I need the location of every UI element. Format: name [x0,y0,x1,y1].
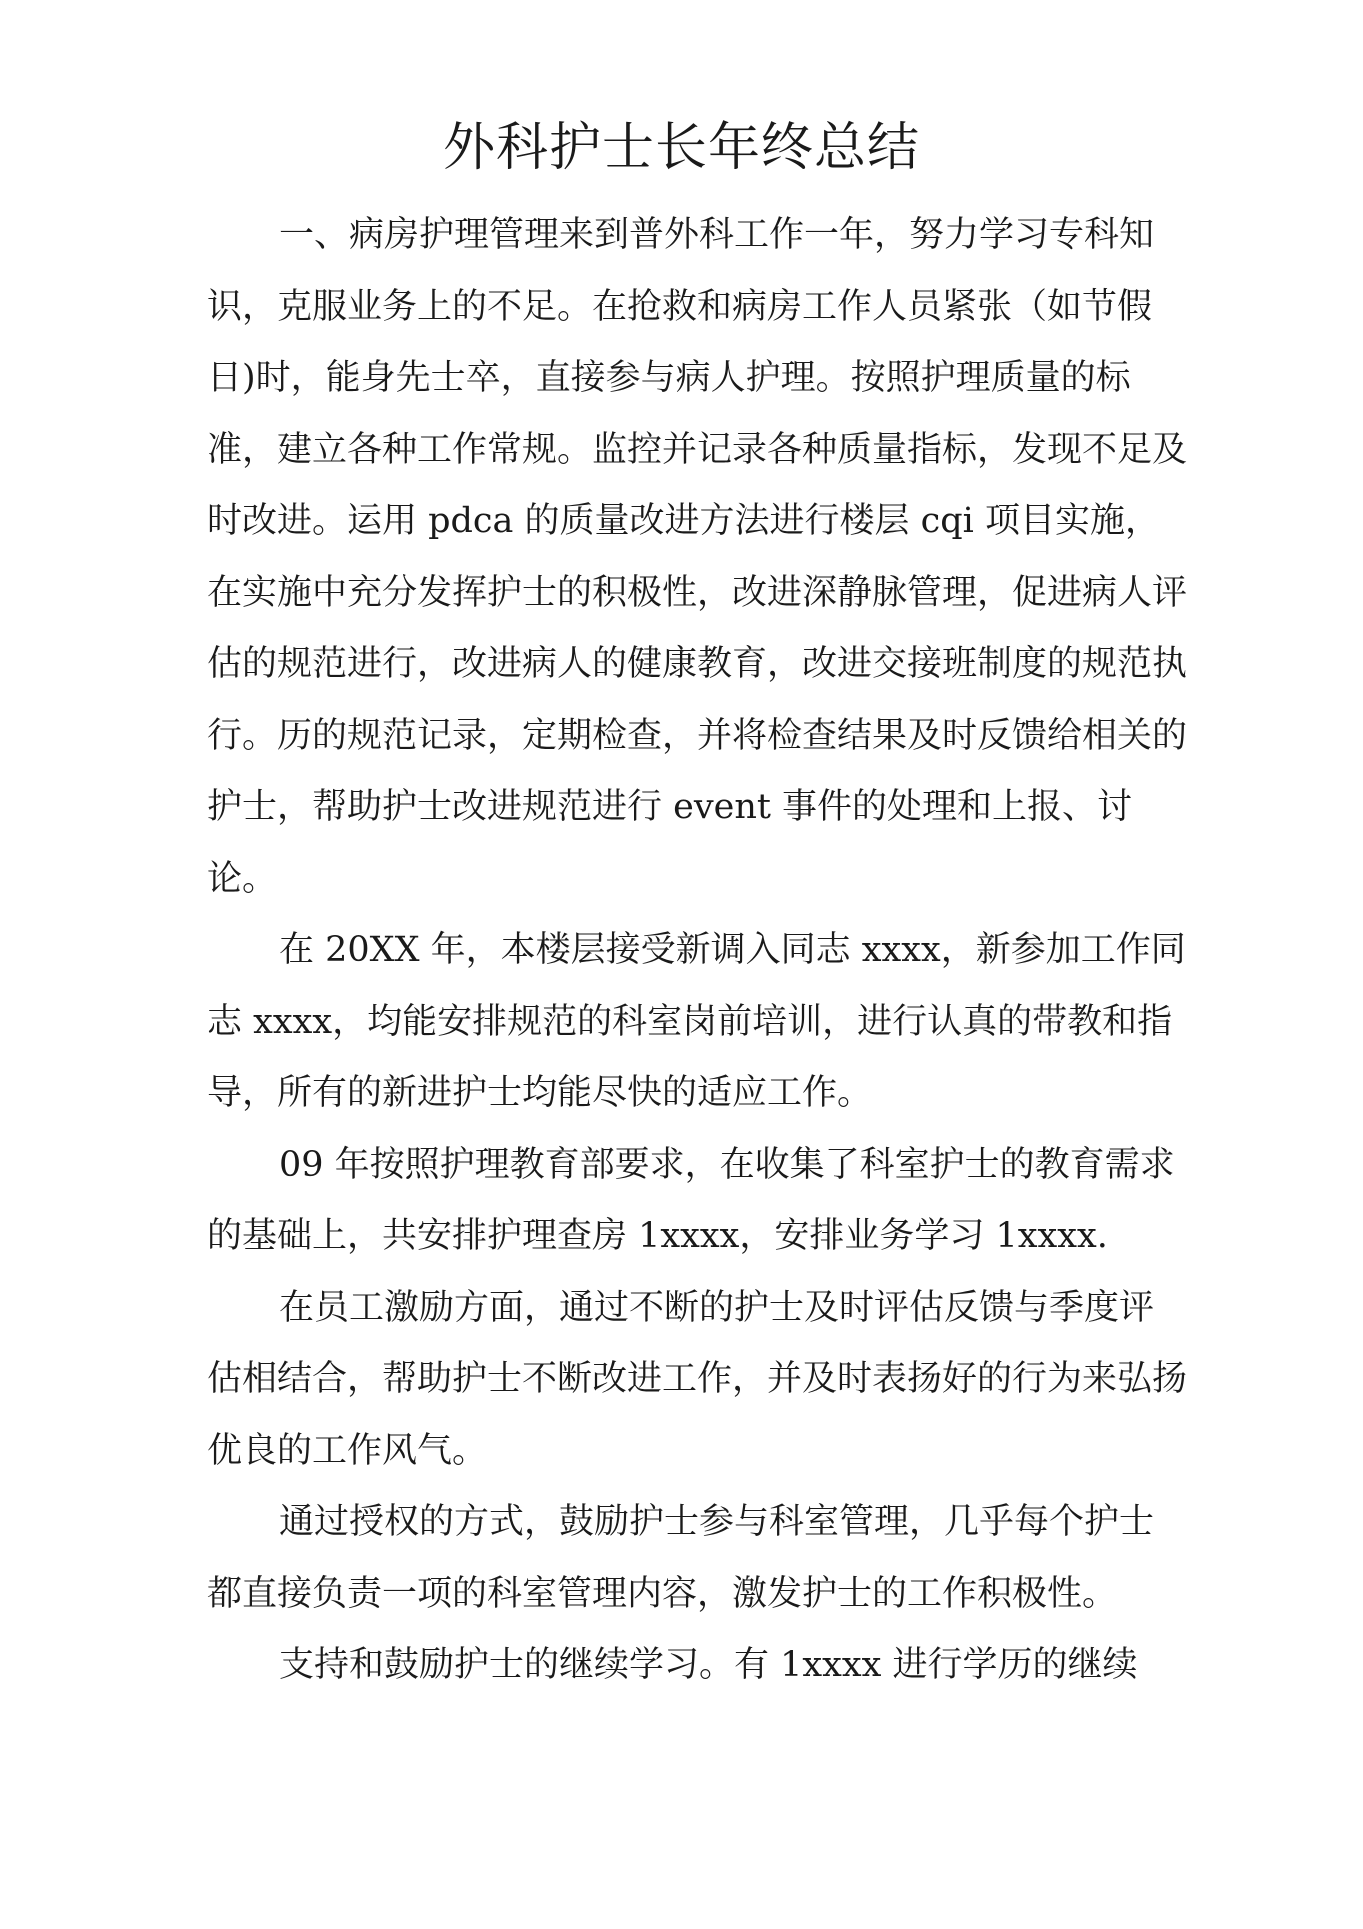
document-title: 外科护士长年终总结 [442,118,920,178]
paragraph-new-staff: 在 20XX 年，本楼层接受新调入同志 xxxx，新参加工作同志 xxxx，均能安排规范的科室岗前培训，进行认真的带教和指导，所有的新进护士均能尽快的适应工作。 [207,930,1186,1113]
paragraph-ward-management: 一、病房护理管理来到普外科工作一年，努力学习专科知识，克服业务上的不足。在抢救和病房工作人员紧张（如节假日)时，能身先士卒，直接参与病人护理。按照护理质量的标准，建立各种工作常规。监控并记录各种质量指标，发现不足及时改进。运用 pdca 的质量改进方法进行楼层 cqi 项目实施，在实施中充分发挥护士的积极性，改进深静脉管理，促进病人评估的规范进行，改进病人的健康教育，改进交接班制度的规范执行。历的规范记录，定期检查，并将检查结果及时反馈给相关的护士，帮助护士改进规范进行 event 事件的处理和上报、讨论。 [207,215,1188,899]
paragraph-continuing-study: 支持和鼓励护士的继续学习。有 1xxxx 进行学历的继续 [279,1645,1138,1685]
paragraph-empowerment: 通过授权的方式，鼓励护士参与科室管理，几乎每个护士都直接负责一项的科室管理内容，激发护士的工作积极性。 [207,1502,1155,1614]
paragraph-incentives: 在员工激励方面，通过不断的护士及时评估反馈与季度评估相结合，帮助护士不断改进工作，并及时表扬好的行为来弘扬优良的工作风气。 [207,1287,1188,1471]
document-body [207,200,1187,1702]
paragraph-education: 09 年按照护理教育部要求，在收集了科室护士的教育需求的基础上，共安排护理查房 1xxxx，安排业务学习 1xxxx. [207,1144,1175,1256]
